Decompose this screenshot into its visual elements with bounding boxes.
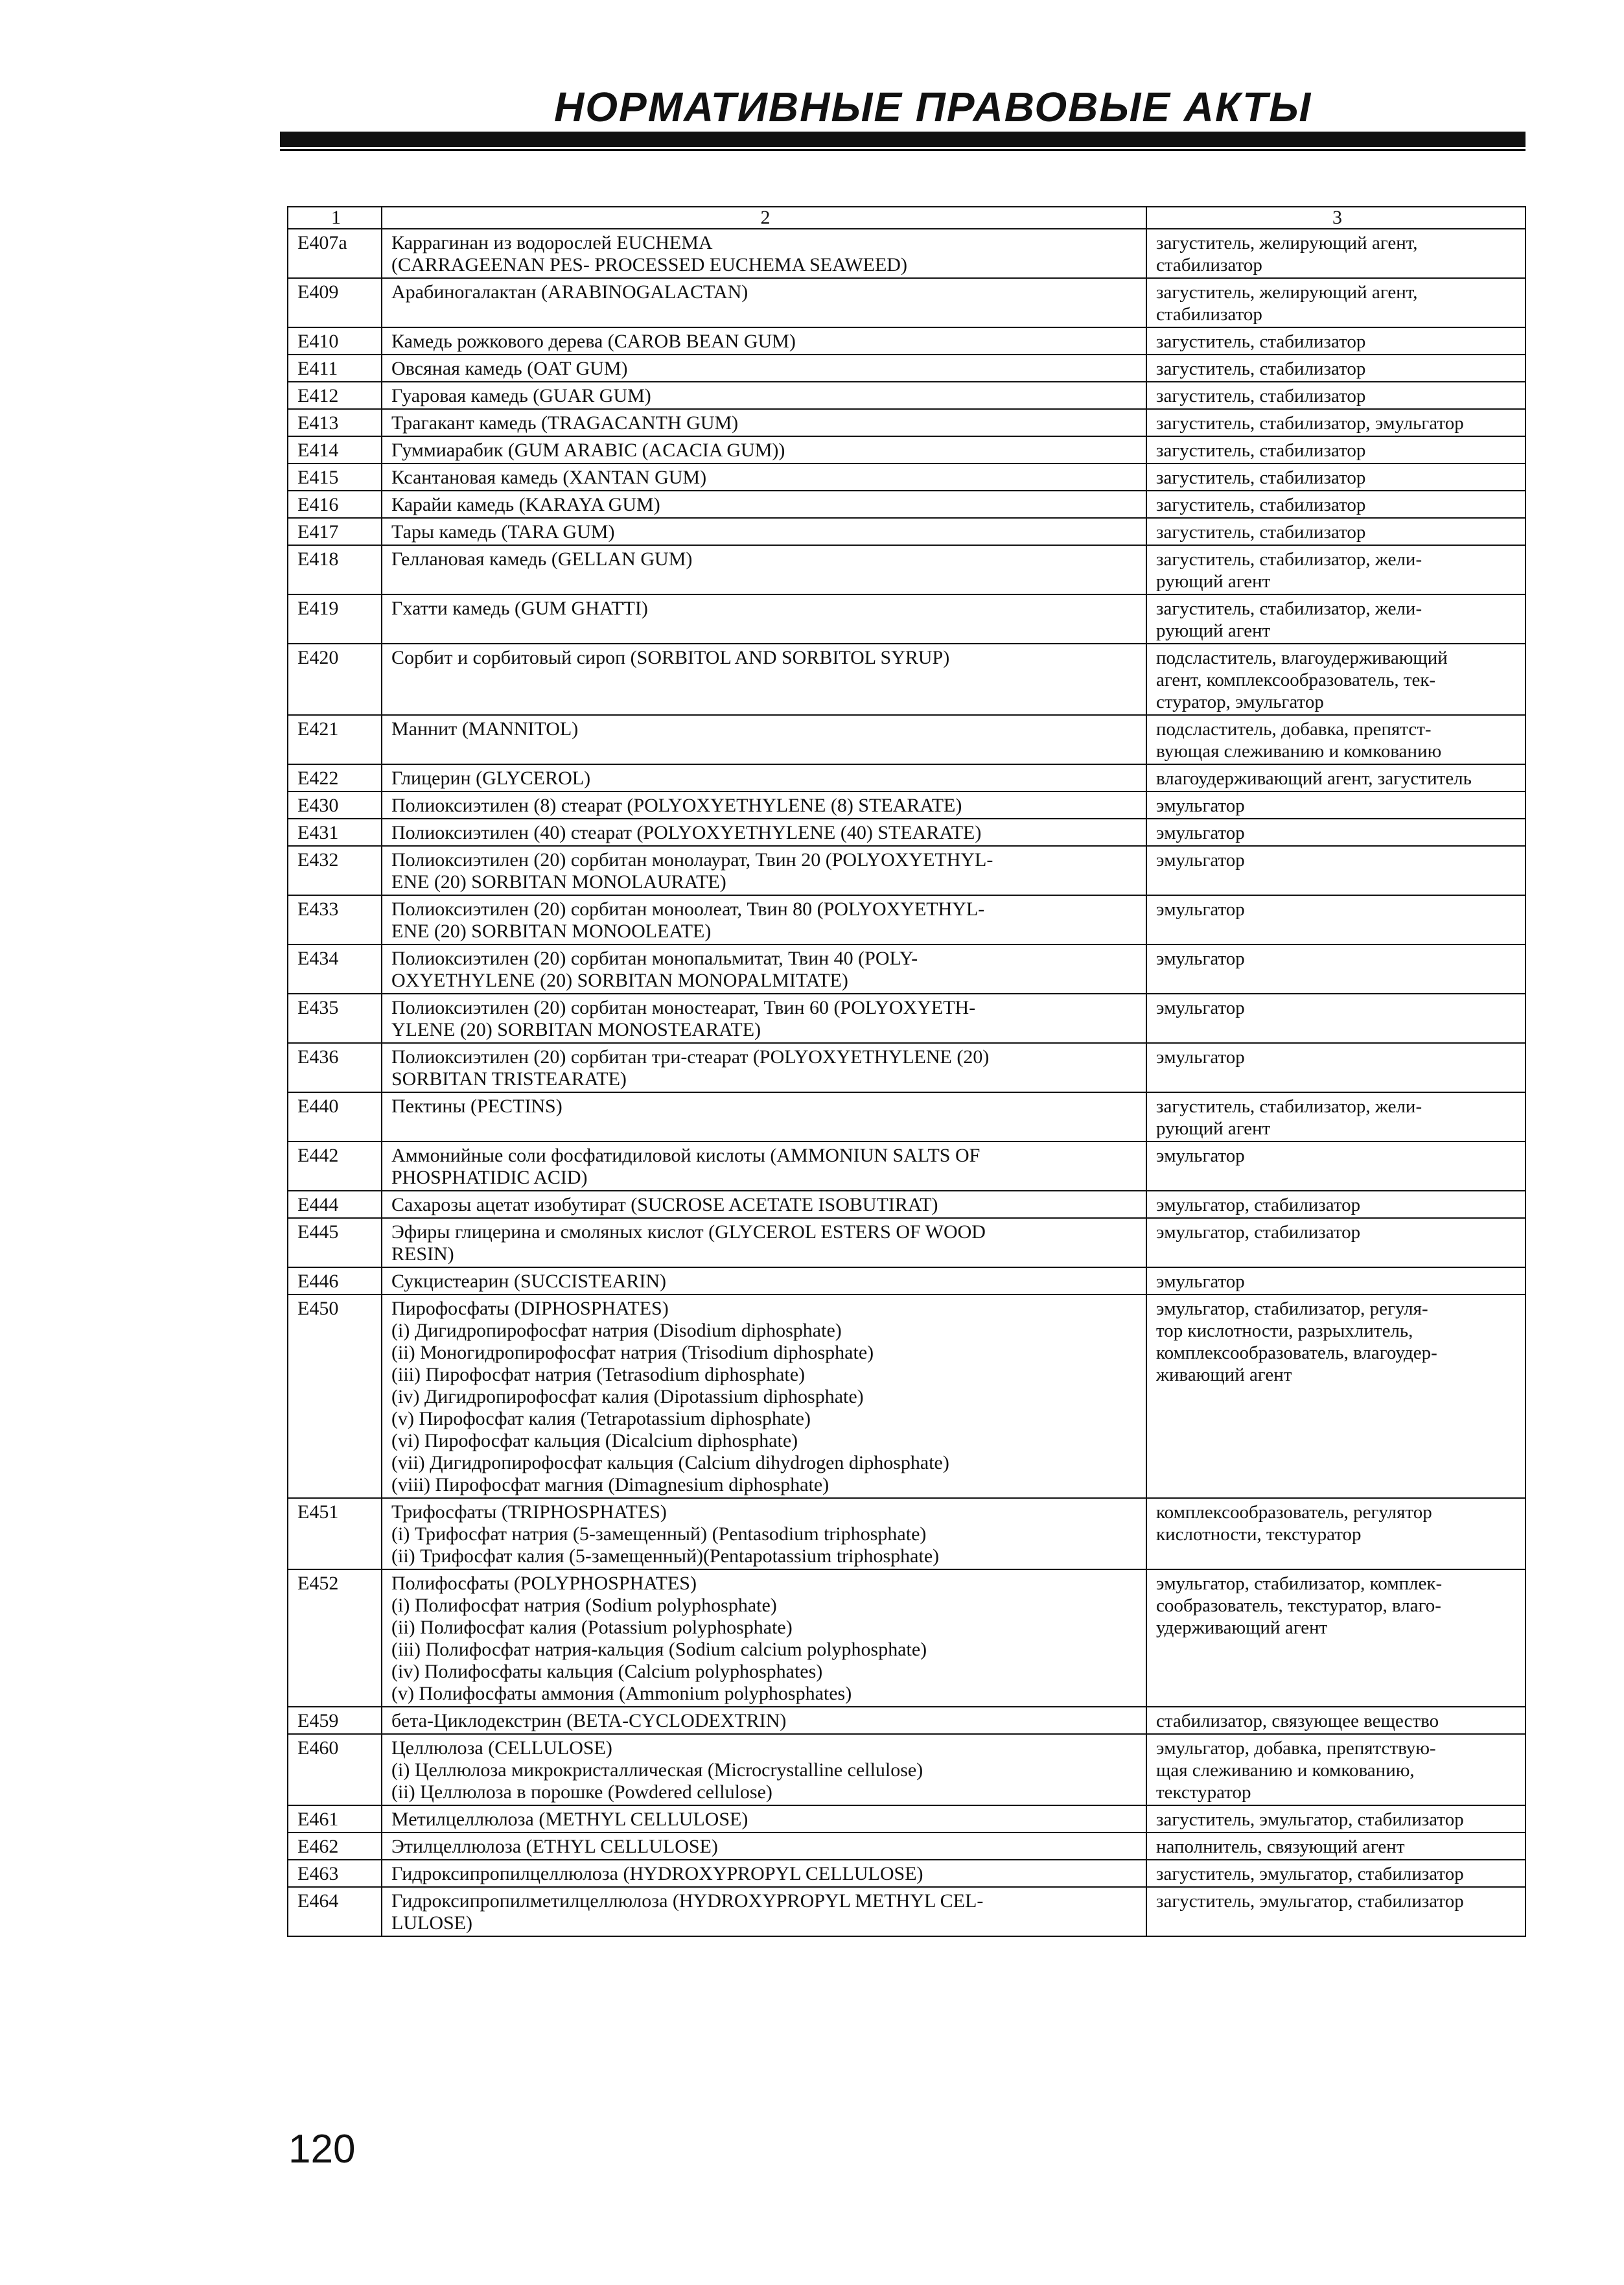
additive-function-line: загуститель, стабилизатор bbox=[1156, 522, 1366, 543]
additive-name-line: (vi) Пирофосфат кальция (Dicalcium diphosphate) bbox=[391, 1430, 798, 1451]
additive-function-line: эмульгатор, стабилизатор bbox=[1156, 1195, 1361, 1215]
header-rule bbox=[280, 132, 1525, 147]
additive-name-line: Камедь рожкового дерева (CAROB BEAN GUM) bbox=[391, 331, 796, 352]
additive-name-line: Сахарозы ацетат изобутират (SUCROSE ACETATE ISOBUTIRAT) bbox=[391, 1194, 938, 1215]
additive-function-line: сообразователь, текстуратор, влаго- bbox=[1156, 1595, 1441, 1616]
additive-name-line: SORBITAN TRISTEARATE) bbox=[391, 1068, 627, 1090]
additive-function-cell bbox=[1146, 715, 1525, 764]
additive-function-line: эмульгатор, стабилизатор bbox=[1156, 1222, 1361, 1243]
table-row bbox=[288, 594, 1525, 644]
additive-function-cell bbox=[1146, 764, 1525, 791]
additive-function-line: наполнитель, связующий агент bbox=[1156, 1836, 1405, 1857]
additive-code: E407a bbox=[288, 229, 382, 278]
additive-code: E450 bbox=[288, 1295, 382, 1498]
additive-name-line: ENE (20) SORBITAN MONOLAURATE) bbox=[391, 871, 726, 893]
additive-name-cell bbox=[382, 436, 1146, 463]
table-row bbox=[288, 1043, 1525, 1092]
additive-name-line: Полифосфаты (POLYPHOSPHATES) bbox=[391, 1573, 697, 1594]
additive-function-line: загуститель, эмульгатор, стабилизатор bbox=[1156, 1891, 1464, 1912]
additive-name-line: (ii) Полифосфат калия (Potassium polyphosphate) bbox=[391, 1617, 793, 1638]
additive-function-cell bbox=[1146, 1833, 1525, 1860]
additive-function-line: эмульгатор, стабилизатор, комплек- bbox=[1156, 1573, 1443, 1594]
additive-code: E435 bbox=[288, 994, 382, 1043]
table-row bbox=[288, 1142, 1525, 1191]
additive-function-line: загуститель, желирующий агент, bbox=[1156, 233, 1418, 253]
additive-function-cell bbox=[1146, 1498, 1525, 1569]
additive-function-line: эмульгатор, стабилизатор, регуля- bbox=[1156, 1298, 1428, 1319]
additive-name-cell bbox=[382, 382, 1146, 409]
additive-name-cell bbox=[382, 994, 1146, 1043]
column-header-name: 2 bbox=[382, 207, 1146, 229]
additive-name-line: Карайи камедь (KARAYA GUM) bbox=[391, 494, 660, 515]
additive-function-cell bbox=[1146, 409, 1525, 436]
column-header-code: 1 bbox=[288, 207, 382, 229]
additive-name-line: (CARRAGEENAN PES- PROCESSED EUCHEMA SEAWEED) bbox=[391, 254, 907, 275]
additive-name-cell bbox=[382, 715, 1146, 764]
table-row bbox=[288, 1805, 1525, 1833]
table-row bbox=[288, 764, 1525, 791]
additive-function-line: живающий агент bbox=[1156, 1365, 1292, 1385]
additive-name-line: Полиоксиэтилен (20) сорбитан моноолеат, Твин 80 (POLYOXYETHYL- bbox=[391, 898, 985, 920]
table-row bbox=[288, 846, 1525, 895]
table-row bbox=[288, 1734, 1525, 1805]
additive-function-cell bbox=[1146, 1191, 1525, 1218]
additive-code: E432 bbox=[288, 846, 382, 895]
additive-code: E444 bbox=[288, 1191, 382, 1218]
additive-function-line: рующий агент bbox=[1156, 620, 1271, 641]
additive-function-line: загуститель, стабилизатор, жели- bbox=[1156, 549, 1422, 570]
additives-table-body bbox=[288, 207, 1525, 1936]
additive-function-line: эмульгатор bbox=[1156, 998, 1245, 1018]
additive-function-line: текстуратор bbox=[1156, 1782, 1251, 1803]
additive-name-cell bbox=[382, 1295, 1146, 1498]
additive-name-cell bbox=[382, 355, 1146, 382]
additive-code: E420 bbox=[288, 644, 382, 715]
additive-code: E445 bbox=[288, 1218, 382, 1267]
additive-function-line: влагоудерживающий агент, загуститель bbox=[1156, 768, 1472, 789]
additive-name-line: Пирофосфаты (DIPHOSPHATES) bbox=[391, 1298, 669, 1319]
additive-function-cell bbox=[1146, 491, 1525, 518]
additive-code: E436 bbox=[288, 1043, 382, 1092]
additive-name-cell bbox=[382, 1734, 1146, 1805]
additive-name-cell bbox=[382, 846, 1146, 895]
additive-code: E460 bbox=[288, 1734, 382, 1805]
table-row bbox=[288, 1569, 1525, 1707]
additive-function-line: загуститель, стабилизатор, жели- bbox=[1156, 1096, 1422, 1117]
additive-name-line: Гуаровая камедь (GUAR GUM) bbox=[391, 385, 651, 406]
additive-function-line: комплексообразователь, влагоудер- bbox=[1156, 1342, 1437, 1363]
additive-function-line: эмульгатор bbox=[1156, 1145, 1245, 1166]
additive-function-line: загуститель, стабилизатор bbox=[1156, 331, 1366, 352]
additive-function-line: загуститель, желирующий агент, bbox=[1156, 282, 1418, 303]
additive-name-line: Пектины (PECTINS) bbox=[391, 1096, 563, 1117]
additive-name-cell bbox=[382, 1267, 1146, 1295]
table-row bbox=[288, 1092, 1525, 1142]
additive-function-cell bbox=[1146, 436, 1525, 463]
additive-name-cell bbox=[382, 1142, 1146, 1191]
additive-function-line: вующая слеживанию и комкованию bbox=[1156, 741, 1442, 762]
additive-name-line: Арабиногалактан (ARABINOGALACTAN) bbox=[391, 281, 748, 303]
additive-name-line: Аммонийные соли фосфатидиловой кислоты (AMMONIUN SALTS OF bbox=[391, 1145, 980, 1166]
additive-code: E430 bbox=[288, 791, 382, 819]
additive-name-line: Полиоксиэтилен (20) сорбитан моностеарат, Твин 60 (POLYOXYETH- bbox=[391, 997, 976, 1018]
additive-function-line: загуститель, стабилизатор bbox=[1156, 467, 1366, 488]
additive-name-cell bbox=[382, 819, 1146, 846]
header-rule-thin bbox=[280, 149, 1525, 151]
additive-code: E434 bbox=[288, 944, 382, 994]
additive-name-line: (iii) Полифосфат натрия-кальция (Sodium calcium polyphosphate) bbox=[391, 1639, 927, 1660]
additive-code: E462 bbox=[288, 1833, 382, 1860]
additive-name-cell bbox=[382, 1191, 1146, 1218]
additive-function-line: стуратор, эмульгатор bbox=[1156, 692, 1324, 712]
additive-code: E414 bbox=[288, 436, 382, 463]
table-row bbox=[288, 491, 1525, 518]
additive-function-line: удерживающий агент bbox=[1156, 1617, 1328, 1638]
additive-name-line: (ii) Моногидропирофосфат натрия (Trisodium diphosphate) bbox=[391, 1342, 874, 1363]
table-row bbox=[288, 1833, 1525, 1860]
table-row bbox=[288, 1218, 1525, 1267]
additive-function-cell bbox=[1146, 791, 1525, 819]
additive-function-line: подсластитель, добавка, препятст- bbox=[1156, 719, 1432, 740]
additive-function-cell bbox=[1146, 545, 1525, 594]
additive-function-line: эмульгатор, добавка, препятствую- bbox=[1156, 1738, 1436, 1759]
additive-function-line: загуститель, стабилизатор bbox=[1156, 495, 1366, 515]
additive-name-line: Каррагинан из водорослей EUCHEMA bbox=[391, 232, 713, 253]
additive-code: E461 bbox=[288, 1805, 382, 1833]
additive-name-line: (i) Полифосфат натрия (Sodium polyphosphate) bbox=[391, 1595, 777, 1616]
table-row bbox=[288, 382, 1525, 409]
additive-function-cell bbox=[1146, 1295, 1525, 1498]
additive-name-cell bbox=[382, 895, 1146, 944]
table-row bbox=[288, 791, 1525, 819]
additive-name-line: Гидроксипропилцеллюлоза (HYDROXYPROPYL CELLULOSE) bbox=[391, 1863, 923, 1884]
additive-code: E415 bbox=[288, 463, 382, 491]
additive-code: E422 bbox=[288, 764, 382, 791]
additive-name-line: (i) Дигидропирофосфат натрия (Disodium diphosphate) bbox=[391, 1320, 842, 1341]
additive-function-cell bbox=[1146, 994, 1525, 1043]
additive-function-cell bbox=[1146, 594, 1525, 644]
additive-code: E464 bbox=[288, 1887, 382, 1936]
additive-function-line: рующий агент bbox=[1156, 1118, 1271, 1139]
additive-name-line: Гуммиарабик (GUM ARABIC (ACACIA GUM)) bbox=[391, 439, 785, 461]
additive-name-cell bbox=[382, 278, 1146, 327]
table-row bbox=[288, 229, 1525, 278]
additive-code: E463 bbox=[288, 1860, 382, 1887]
additive-function-cell bbox=[1146, 1887, 1525, 1936]
additives-table bbox=[287, 206, 1526, 1937]
table-row bbox=[288, 1707, 1525, 1734]
additive-name-line: (ii) Трифосфат калия (5-замещенный)(Pentapotassium triphosphate) bbox=[391, 1545, 940, 1567]
additive-function-cell bbox=[1146, 1569, 1525, 1707]
additive-function-cell bbox=[1146, 1218, 1525, 1267]
additive-function-line: загуститель, эмульгатор, стабилизатор bbox=[1156, 1864, 1464, 1884]
additive-name-line: (v) Полифосфаты аммония (Ammonium polyphosphates) bbox=[391, 1683, 852, 1704]
additive-function-cell bbox=[1146, 463, 1525, 491]
additive-name-line: Метилцеллюлоза (METHYL CELLULOSE) bbox=[391, 1809, 748, 1830]
additive-function-cell bbox=[1146, 1707, 1525, 1734]
additive-name-cell bbox=[382, 764, 1146, 791]
table-row bbox=[288, 1887, 1525, 1936]
table-header-row bbox=[288, 207, 1525, 229]
additive-code: E431 bbox=[288, 819, 382, 846]
additive-function-cell bbox=[1146, 1860, 1525, 1887]
additive-name-line: (iv) Полифосфаты кальция (Calcium polyphosphates) bbox=[391, 1661, 823, 1682]
additive-code: E412 bbox=[288, 382, 382, 409]
additive-function-cell bbox=[1146, 518, 1525, 545]
additive-name-cell bbox=[382, 545, 1146, 594]
additive-name-line: Овсяная камедь (OAT GUM) bbox=[391, 358, 628, 379]
additive-name-cell bbox=[382, 1569, 1146, 1707]
additive-name-cell bbox=[382, 1860, 1146, 1887]
additive-code: E418 bbox=[288, 545, 382, 594]
additive-function-line: комплексообразователь, регулятор bbox=[1156, 1502, 1432, 1523]
additive-function-line: эмульгатор bbox=[1156, 899, 1245, 920]
additive-function-line: тор кислотности, разрыхлитель, bbox=[1156, 1320, 1413, 1341]
additive-function-cell bbox=[1146, 1267, 1525, 1295]
additive-code: E409 bbox=[288, 278, 382, 327]
additive-name-line: YLENE (20) SORBITAN MONOSTEARATE) bbox=[391, 1019, 761, 1040]
additive-name-line: Полиоксиэтилен (8) стеарат (POLYOXYETHYLENE (8) STEARATE) bbox=[391, 795, 962, 816]
additive-code: E452 bbox=[288, 1569, 382, 1707]
additive-name-cell bbox=[382, 463, 1146, 491]
additive-function-line: стабилизатор, связующее вещество bbox=[1156, 1711, 1439, 1731]
additive-name-line: Эфиры глицерина и смоляных кислот (GLYCEROL ESTERS OF WOOD bbox=[391, 1221, 986, 1243]
additive-code: E433 bbox=[288, 895, 382, 944]
additive-name-line: ENE (20) SORBITAN MONOOLEATE) bbox=[391, 920, 712, 942]
additive-function-cell bbox=[1146, 819, 1525, 846]
additive-name-line: PHOSPHATIDIC ACID) bbox=[391, 1167, 588, 1188]
additive-code: E410 bbox=[288, 327, 382, 355]
table-row bbox=[288, 327, 1525, 355]
additive-name-line: бета-Циклодекстрин (BETA-CYCLODEXTRIN) bbox=[391, 1710, 787, 1731]
additive-code: E416 bbox=[288, 491, 382, 518]
additive-name-cell bbox=[382, 1805, 1146, 1833]
additive-function-line: эмульгатор bbox=[1156, 948, 1245, 969]
additive-code: E417 bbox=[288, 518, 382, 545]
additive-function-cell bbox=[1146, 644, 1525, 715]
additive-code: E440 bbox=[288, 1092, 382, 1142]
additive-name-cell bbox=[382, 409, 1146, 436]
additive-name-cell bbox=[382, 229, 1146, 278]
additive-name-cell bbox=[382, 1498, 1146, 1569]
additive-function-cell bbox=[1146, 229, 1525, 278]
additive-name-line: Полиоксиэтилен (40) стеарат (POLYOXYETHYLENE (40) STEARATE) bbox=[391, 822, 982, 843]
additive-name-line: (iv) Дигидропирофосфат калия (Dipotassium diphosphate) bbox=[391, 1386, 864, 1407]
additive-function-line: щая слеживанию и комкованию, bbox=[1156, 1760, 1415, 1781]
additive-function-cell bbox=[1146, 944, 1525, 994]
page-number: 120 bbox=[288, 2127, 356, 2172]
additive-function-cell bbox=[1146, 327, 1525, 355]
additive-function-cell bbox=[1146, 1805, 1525, 1833]
additive-name-line: (vii) Дигидропирофосфат кальция (Calcium dihydrogen diphosphate) bbox=[391, 1452, 949, 1473]
additive-function-cell bbox=[1146, 382, 1525, 409]
additive-code: E442 bbox=[288, 1142, 382, 1191]
additive-function-line: загуститель, стабилизатор bbox=[1156, 358, 1366, 379]
additive-name-line: OXYETHYLENE (20) SORBITAN MONOPALMITATE) bbox=[391, 970, 848, 991]
table-row bbox=[288, 1498, 1525, 1569]
additive-function-line: эмульгатор bbox=[1156, 1047, 1245, 1068]
additive-name-cell bbox=[382, 1887, 1146, 1936]
additive-function-cell bbox=[1146, 895, 1525, 944]
additive-name-line: (viii) Пирофосфат магния (Dimagnesium diphosphate) bbox=[391, 1474, 829, 1495]
additive-function-line: загуститель, эмульгатор, стабилизатор bbox=[1156, 1809, 1464, 1830]
additive-name-cell bbox=[382, 791, 1146, 819]
additive-name-line: Сукцистеарин (SUCCISTEARIN) bbox=[391, 1271, 666, 1292]
table-row bbox=[288, 1860, 1525, 1887]
table-row bbox=[288, 545, 1525, 594]
additive-name-line: Глицерин (GLYCEROL) bbox=[391, 768, 591, 789]
additive-name-line: Целлюлоза (CELLULOSE) bbox=[391, 1737, 612, 1759]
additive-function-line: загуститель, стабилизатор, эмульгатор bbox=[1156, 413, 1464, 434]
additive-name-line: (i) Целлюлоза микрокристаллическая (Microcrystalline cellulose) bbox=[391, 1759, 923, 1781]
table-row bbox=[288, 409, 1525, 436]
additive-function-line: агент, комплексообразователь, тек- bbox=[1156, 670, 1436, 690]
additive-function-line: подсластитель, влагоудерживающий bbox=[1156, 648, 1448, 668]
additive-name-line: Геллановая камедь (GELLAN GUM) bbox=[391, 548, 693, 570]
additive-name-cell bbox=[382, 1092, 1146, 1142]
additive-code: E446 bbox=[288, 1267, 382, 1295]
table-row bbox=[288, 715, 1525, 764]
additive-function-line: кислотности, текстуратор bbox=[1156, 1524, 1362, 1545]
table-row bbox=[288, 1267, 1525, 1295]
table-row bbox=[288, 644, 1525, 715]
additive-name-cell bbox=[382, 1833, 1146, 1860]
additive-name-line: Полиоксиэтилен (20) сорбитан монолаурат, Твин 20 (POLYOXYETHYL- bbox=[391, 849, 993, 871]
additive-name-line: (ii) Целлюлоза в порошке (Powdered cellulose) bbox=[391, 1781, 772, 1803]
additive-name-line: Полиоксиэтилен (20) сорбитан монопальмитат, Твин 40 (POLY- bbox=[391, 948, 918, 969]
additive-name-line: RESIN) bbox=[391, 1243, 454, 1265]
additive-name-cell bbox=[382, 1043, 1146, 1092]
additive-function-line: загуститель, стабилизатор bbox=[1156, 386, 1366, 406]
additive-function-cell bbox=[1146, 355, 1525, 382]
additive-name-line: (i) Трифосфат натрия (5-замещенный) (Pentasodium triphosphate) bbox=[391, 1523, 927, 1545]
table-row bbox=[288, 895, 1525, 944]
additive-name-line: Гхатти камедь (GUM GHATTI) bbox=[391, 598, 648, 619]
additive-name-cell bbox=[382, 491, 1146, 518]
additive-code: E459 bbox=[288, 1707, 382, 1734]
table-row bbox=[288, 278, 1525, 327]
additive-name-line: Полиоксиэтилен (20) сорбитан три-стеарат (POLYOXYETHYLENE (20) bbox=[391, 1046, 990, 1068]
additive-code: E411 bbox=[288, 355, 382, 382]
additive-function-cell bbox=[1146, 846, 1525, 895]
additive-name-line: Тары камедь (TARA GUM) bbox=[391, 521, 615, 543]
additive-function-line: загуститель, стабилизатор bbox=[1156, 440, 1366, 461]
additive-code: E413 bbox=[288, 409, 382, 436]
additive-code: E421 bbox=[288, 715, 382, 764]
additive-function-line: эмульгатор bbox=[1156, 850, 1245, 871]
additive-function-line: загуститель, стабилизатор, жели- bbox=[1156, 598, 1422, 619]
additive-function-cell bbox=[1146, 278, 1525, 327]
additive-name-cell bbox=[382, 944, 1146, 994]
additive-function-line: эмульгатор bbox=[1156, 795, 1245, 816]
additive-function-cell bbox=[1146, 1092, 1525, 1142]
table-row bbox=[288, 518, 1525, 545]
table-row bbox=[288, 944, 1525, 994]
additive-name-cell bbox=[382, 594, 1146, 644]
table-row bbox=[288, 1191, 1525, 1218]
additive-name-line: (iii) Пирофосфат натрия (Tetrasodium diphosphate) bbox=[391, 1364, 806, 1385]
additive-code: E451 bbox=[288, 1498, 382, 1569]
additive-name-line: Трифосфаты (TRIPHOSPHATES) bbox=[391, 1501, 667, 1523]
additive-function-cell bbox=[1146, 1142, 1525, 1191]
table-row bbox=[288, 355, 1525, 382]
page-header-title: НОРМАТИВНЫЕ ПРАВОВЫЕ АКТЫ bbox=[554, 84, 1312, 130]
additive-function-cell bbox=[1146, 1043, 1525, 1092]
additive-name-line: LULOSE) bbox=[391, 1912, 472, 1934]
table-row bbox=[288, 994, 1525, 1043]
table-row bbox=[288, 819, 1525, 846]
table-row bbox=[288, 1295, 1525, 1498]
additive-function-line: стабилизатор bbox=[1156, 255, 1262, 275]
additive-code: E419 bbox=[288, 594, 382, 644]
additive-name-line: Трагакант камедь (TRAGACANTH GUM) bbox=[391, 412, 739, 434]
additive-name-line: Маннит (MANNITOL) bbox=[391, 718, 579, 740]
additive-function-line: рующий агент bbox=[1156, 571, 1271, 592]
additive-name-line: Гидроксипропилметилцеллюлоза (HYDROXYPROPYL METHYL CEL- bbox=[391, 1890, 984, 1912]
additive-name-cell bbox=[382, 1707, 1146, 1734]
column-header-function: 3 bbox=[1146, 207, 1525, 229]
additive-function-line: эмульгатор bbox=[1156, 823, 1245, 843]
additive-name-line: Этилцеллюлоза (ETHYL CELLULOSE) bbox=[391, 1836, 718, 1857]
table-row bbox=[288, 463, 1525, 491]
additive-function-line: эмульгатор bbox=[1156, 1271, 1245, 1292]
additive-name-line: Сорбит и сорбитовый сироп (SORBITOL AND SORBITOL SYRUP) bbox=[391, 647, 950, 668]
additive-name-cell bbox=[382, 327, 1146, 355]
additive-name-cell bbox=[382, 644, 1146, 715]
additive-name-cell bbox=[382, 1218, 1146, 1267]
additive-function-cell bbox=[1146, 1734, 1525, 1805]
additive-name-cell bbox=[382, 518, 1146, 545]
additive-name-line: Ксантановая камедь (XANTAN GUM) bbox=[391, 467, 707, 488]
additive-function-line: стабилизатор bbox=[1156, 304, 1262, 325]
table-row bbox=[288, 436, 1525, 463]
additive-name-line: (v) Пирофосфат калия (Tetrapotassium diphosphate) bbox=[391, 1408, 811, 1429]
